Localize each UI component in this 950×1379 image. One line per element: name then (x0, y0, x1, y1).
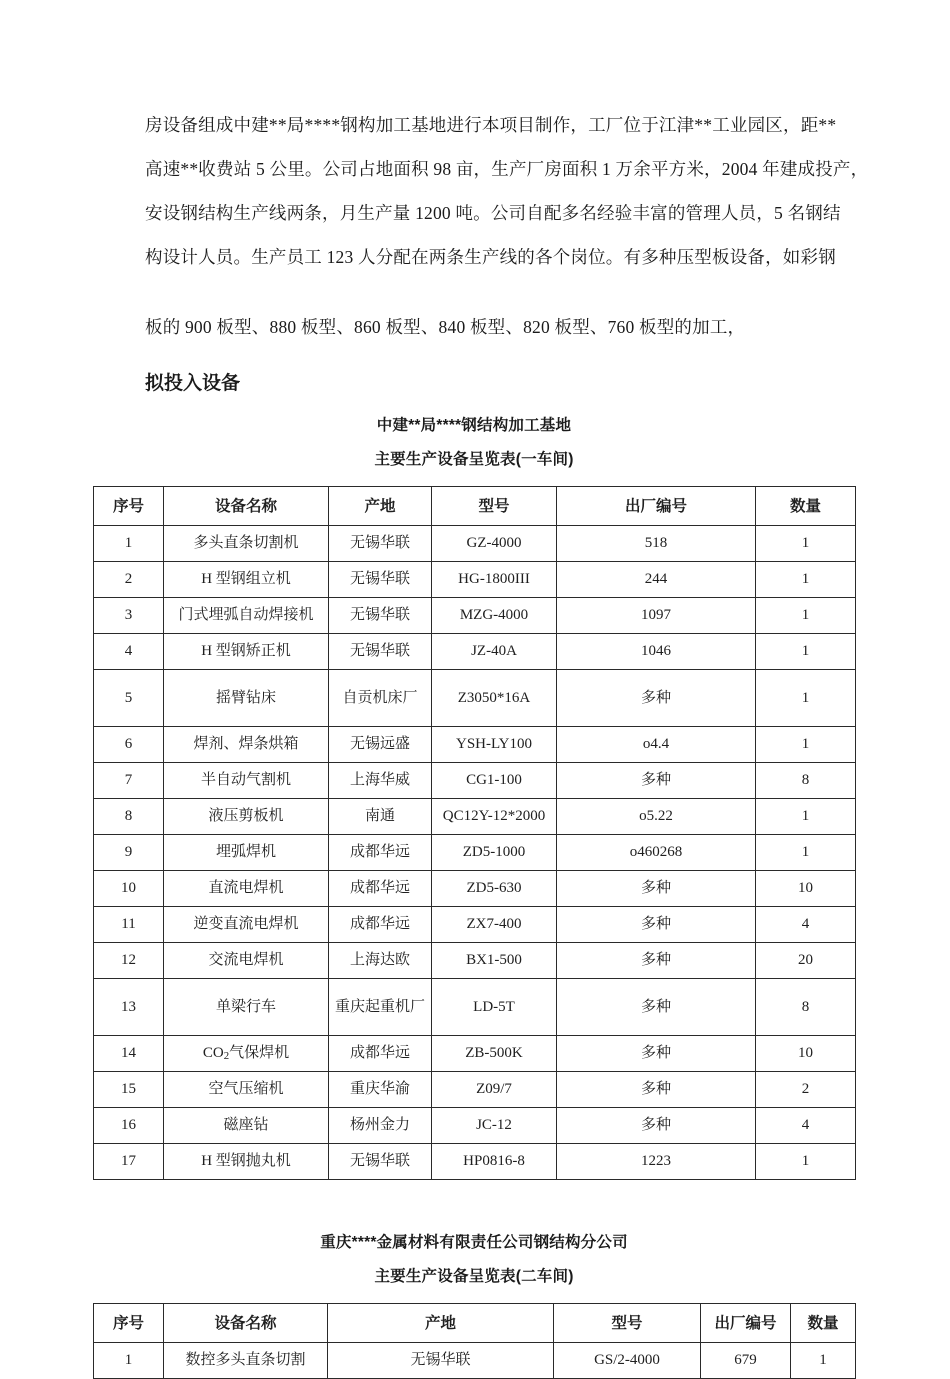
column-header-model: 型号 (432, 487, 557, 526)
table-row (94, 907, 856, 943)
cell-model: LD-5T (432, 979, 557, 1036)
cell-no: 1 (94, 1343, 164, 1379)
cell-qty: 20 (756, 943, 856, 979)
cell-origin: 无锡华联 (329, 526, 432, 562)
cell-origin: 无锡华联 (329, 598, 432, 634)
cell-serial: 多种 (557, 1036, 756, 1072)
cell-model: YSH-LY100 (432, 727, 557, 763)
cell-model: HG-1800III (432, 562, 557, 598)
cell-origin: 重庆起重机厂 (329, 979, 432, 1036)
table-row (94, 634, 856, 670)
cell-name: 埋弧焊机 (164, 835, 329, 871)
section-heading: 拟投入设备 (145, 373, 241, 394)
table-row (94, 1144, 856, 1180)
table-row (94, 871, 856, 907)
body-paragraph-line: 高速**收费站 5 公里。公司占地面积 98 亩，生产厂房面积 1 万余平方米，2004 年建成投产， (145, 159, 869, 179)
cell-origin: 成都华远 (329, 1036, 432, 1072)
cell-model: JZ-40A (432, 634, 557, 670)
cell-qty: 4 (756, 907, 856, 943)
table-header-row (94, 487, 856, 526)
cell-origin: 南通 (329, 799, 432, 835)
cell-serial: 多种 (557, 979, 756, 1036)
cell-name: 多头直条切割机 (164, 526, 329, 562)
cell-no: 14 (94, 1036, 164, 1072)
cell-model: JC-12 (432, 1108, 557, 1144)
cell-qty: 10 (756, 1036, 856, 1072)
cell-qty: 1 (756, 526, 856, 562)
cell-qty: 10 (756, 871, 856, 907)
cell-serial: 多种 (557, 871, 756, 907)
cell-origin: 无锡华联 (328, 1343, 554, 1379)
cell-model: BX1-500 (432, 943, 557, 979)
cell-no: 5 (94, 670, 164, 727)
cell-no: 12 (94, 943, 164, 979)
cell-no: 7 (94, 763, 164, 799)
cell-name: 磁座钻 (164, 1108, 329, 1144)
cell-name: 半自动气割机 (164, 763, 329, 799)
column-header-no: 序号 (94, 1304, 164, 1343)
cell-qty: 1 (756, 835, 856, 871)
cell-model: QC12Y-12*2000 (432, 799, 557, 835)
cell-origin: 重庆华渝 (329, 1072, 432, 1108)
table-row (94, 799, 856, 835)
equipment-table-workshop-two (93, 1303, 856, 1379)
cell-qty: 1 (756, 727, 856, 763)
cell-name: 液压剪板机 (164, 799, 329, 835)
cell-name: 单梁行车 (164, 979, 329, 1036)
cell-model: GS/2-4000 (554, 1343, 701, 1379)
cell-model: MZG-4000 (432, 598, 557, 634)
table-row (94, 1343, 856, 1379)
equipment-table-workshop-one (93, 486, 856, 1180)
cell-serial: 1097 (557, 598, 756, 634)
cell-origin: 上海华威 (329, 763, 432, 799)
cell-name: H 型钢组立机 (164, 562, 329, 598)
table-row (94, 670, 856, 727)
table2-caption-title: 主要生产设备呈览表(二车间) (374, 1268, 574, 1285)
body-paragraph-tail-block (93, 279, 855, 349)
cell-qty: 1 (791, 1343, 856, 1379)
cell-qty: 1 (756, 634, 856, 670)
cell-origin: 自贡机床厂 (329, 670, 432, 727)
cell-model: Z09/7 (432, 1072, 557, 1108)
body-paragraph-tail: 板的 900 板型、880 板型、860 板型、840 板型、820 板型、760 板型的加工， (145, 317, 746, 337)
cell-serial: 多种 (557, 943, 756, 979)
cell-qty: 4 (756, 1108, 856, 1144)
cell-qty: 1 (756, 1144, 856, 1180)
cell-origin: 无锡华联 (329, 1144, 432, 1180)
cell-serial: 多种 (557, 1072, 756, 1108)
table-row (94, 979, 856, 1036)
table-row (94, 526, 856, 562)
cell-name: 直流电焊机 (164, 871, 329, 907)
cell-name: 门式埋弧自动焊接机 (164, 598, 329, 634)
cell-serial: 1046 (557, 634, 756, 670)
table-row (94, 835, 856, 871)
table1-caption-company: 中建**局****钢结构加工基地 (376, 417, 572, 434)
cell-serial: 多种 (557, 763, 756, 799)
cell-qty: 8 (756, 979, 856, 1036)
table-row (94, 727, 856, 763)
cell-qty: 1 (756, 562, 856, 598)
cell-name: H 型钢抛丸机 (164, 1144, 329, 1180)
cell-no: 10 (94, 871, 164, 907)
cell-serial: 518 (557, 526, 756, 562)
column-header-origin: 产地 (329, 487, 432, 526)
cell-model: HP0816-8 (432, 1144, 557, 1180)
cell-no: 9 (94, 835, 164, 871)
cell-name: 交流电焊机 (164, 943, 329, 979)
cell-qty: 1 (756, 799, 856, 835)
cell-serial: 多种 (557, 670, 756, 727)
cell-origin: 上海达欧 (329, 943, 432, 979)
cell-qty: 2 (756, 1072, 856, 1108)
cell-no: 6 (94, 727, 164, 763)
cell-no: 4 (94, 634, 164, 670)
cell-name: $CO_2$气保焊机 (164, 1036, 329, 1072)
column-header-origin: 产地 (328, 1304, 554, 1343)
cell-model: CG1-100 (432, 763, 557, 799)
cell-name: 焊剂、焊条烘箱 (164, 727, 329, 763)
cell-serial: o4.4 (557, 727, 756, 763)
table-row (94, 943, 856, 979)
cell-model: ZX7-400 (432, 907, 557, 943)
cell-no: 11 (94, 907, 164, 943)
cell-model: ZD5-1000 (432, 835, 557, 871)
cell-no: 17 (94, 1144, 164, 1180)
cell-serial: o460268 (557, 835, 756, 871)
cell-origin: 成都华远 (329, 835, 432, 871)
table-row (94, 598, 856, 634)
cell-serial: 679 (701, 1343, 791, 1379)
cell-no: 8 (94, 799, 164, 835)
cell-name: 空气压缩机 (164, 1072, 329, 1108)
body-paragraph-line: 安设钢结构生产线两条，月生产量 1200 吨。公司自配多名经验丰富的管理人员，5 名钢结 (145, 203, 841, 223)
cell-qty: 1 (756, 598, 856, 634)
table1-body (94, 526, 856, 1180)
cell-origin: 无锡华联 (329, 634, 432, 670)
table-row (94, 1108, 856, 1144)
column-header-name: 设备名称 (164, 487, 329, 526)
body-paragraph-line: 房设备组成中建**局****钢构加工基地进行本项目制作，工厂位于江津**工业园区，距** (145, 115, 837, 135)
cell-name: 逆变直流电焊机 (164, 907, 329, 943)
table-row (94, 763, 856, 799)
cell-origin: 无锡华联 (329, 562, 432, 598)
column-header-no: 序号 (94, 487, 164, 526)
document-content (93, 0, 869, 1379)
table1-caption-title: 主要生产设备呈览表(一车间) (374, 451, 574, 468)
column-header-serial: 出厂编号 (701, 1304, 791, 1343)
table2-caption-company: 重庆****金属材料有限责任公司钢结构分公司 (320, 1234, 628, 1251)
cell-no: 16 (94, 1108, 164, 1144)
column-header-model: 型号 (554, 1304, 701, 1343)
cell-origin: 成都华远 (329, 907, 432, 943)
cell-no: 15 (94, 1072, 164, 1108)
column-header-qty: 数量 (791, 1304, 856, 1343)
cell-origin: 成都华远 (329, 871, 432, 907)
cell-no: 2 (94, 562, 164, 598)
cell-name: 数控多头直条切割 (164, 1343, 328, 1379)
column-header-name: 设备名称 (164, 1304, 328, 1343)
cell-origin: 杨州金力 (329, 1108, 432, 1144)
cell-qty: 1 (756, 670, 856, 727)
cell-no: 3 (94, 598, 164, 634)
cell-no: 1 (94, 526, 164, 562)
column-header-serial: 出厂编号 (557, 487, 756, 526)
body-paragraph-line: 构设计人员。生产员工 123 人分配在两条生产线的各个岗位。有多种压型板设备，如彩钢 (145, 247, 836, 267)
table-row (94, 562, 856, 598)
cell-name: H 型钢矫正机 (164, 634, 329, 670)
table-header-row (94, 1304, 856, 1343)
cell-qty: 8 (756, 763, 856, 799)
cell-serial: 多种 (557, 907, 756, 943)
cell-model: ZD5-630 (432, 871, 557, 907)
column-header-qty: 数量 (756, 487, 856, 526)
cell-model: GZ-4000 (432, 526, 557, 562)
cell-no: 13 (94, 979, 164, 1036)
body-paragraph-block (93, 0, 869, 279)
cell-serial: 1223 (557, 1144, 756, 1180)
cell-serial: 多种 (557, 1108, 756, 1144)
table-row (94, 1072, 856, 1108)
cell-serial: 244 (557, 562, 756, 598)
table2-body (94, 1343, 856, 1379)
cell-model: Z3050*16A (432, 670, 557, 727)
table-row (94, 1036, 856, 1072)
cell-serial: o5.22 (557, 799, 756, 835)
cell-origin: 无锡远盛 (329, 727, 432, 763)
cell-model: ZB-500K (432, 1036, 557, 1072)
cell-name: 摇臂钻床 (164, 670, 329, 727)
